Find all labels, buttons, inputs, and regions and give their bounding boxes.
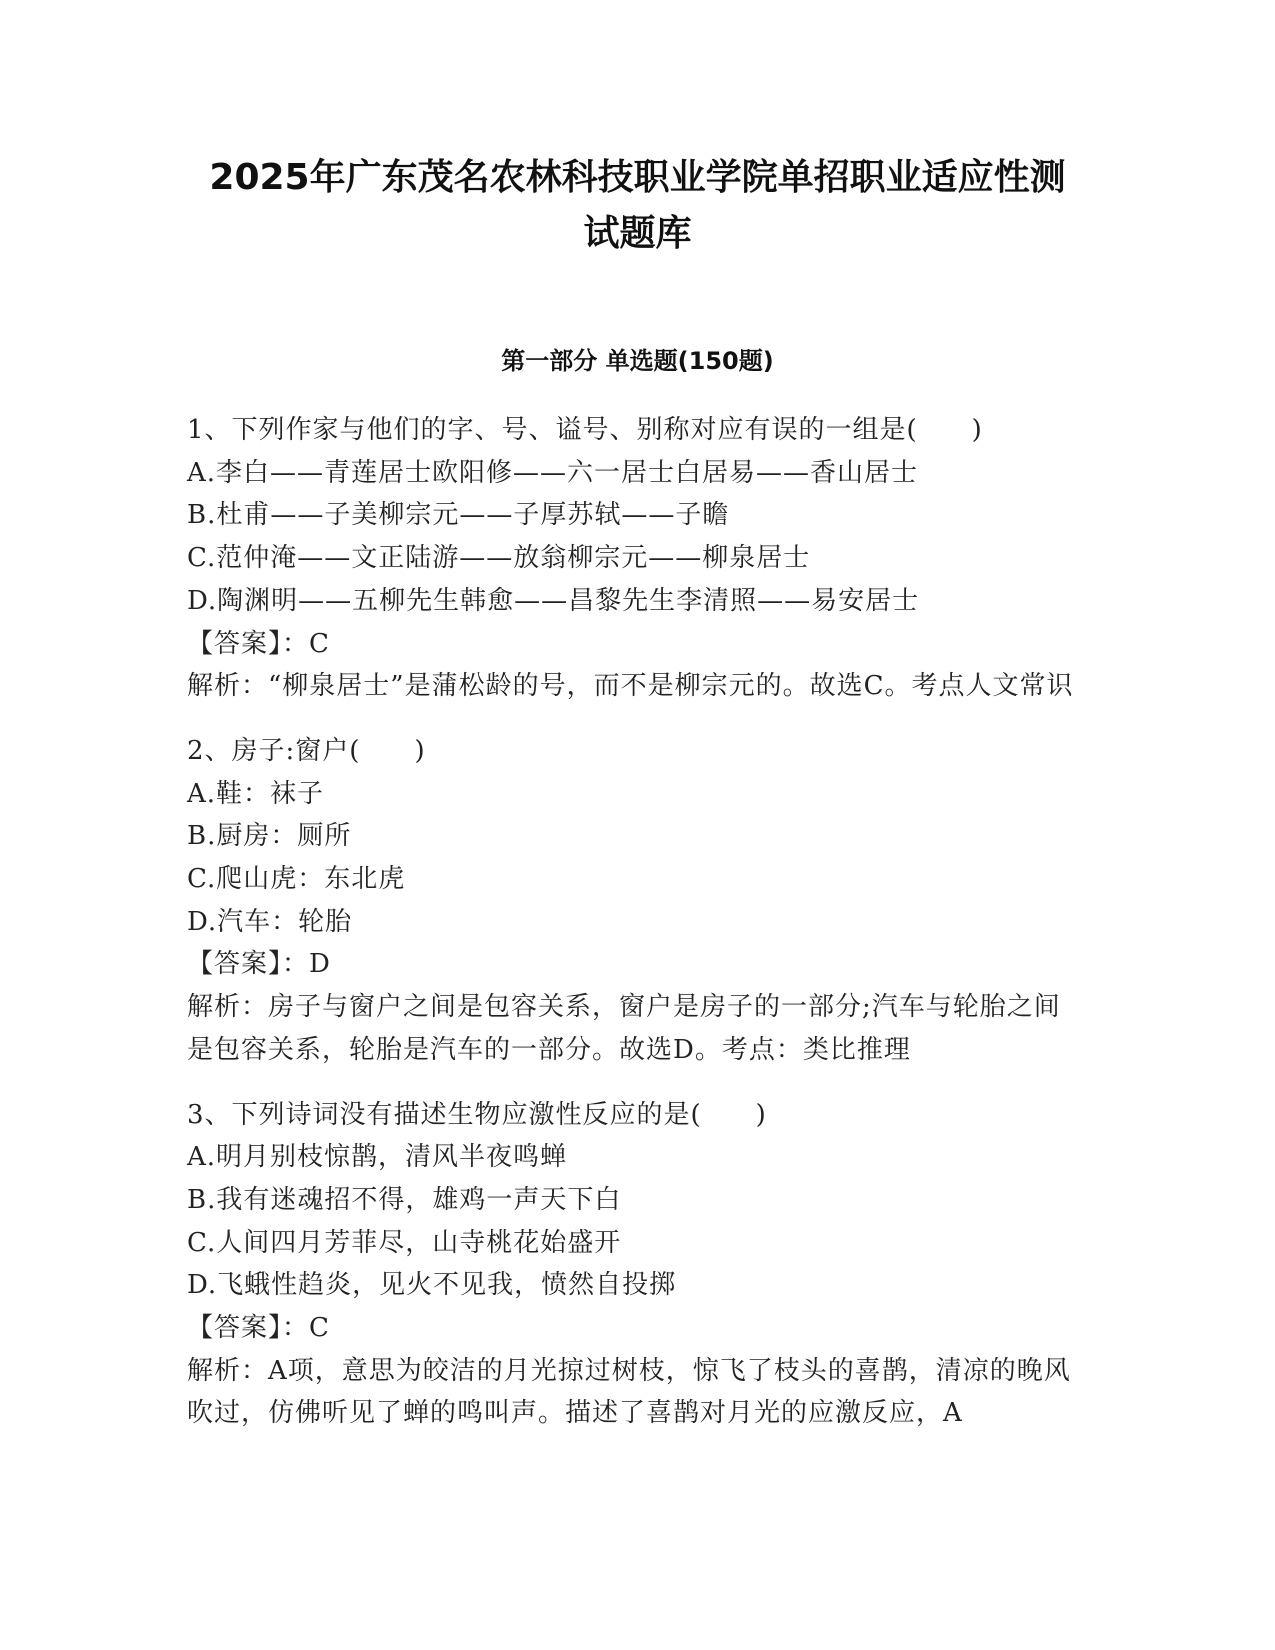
option-c: C.爬山虎：东北虎 xyxy=(187,864,406,895)
section-heading: 第一部分 单选题(150题) xyxy=(501,347,774,375)
question-1 xyxy=(187,409,1087,708)
question-3 xyxy=(187,1094,1087,1436)
answer: 【答案】：C xyxy=(187,1313,330,1344)
option-c: C.范仲淹——文正陆游——放翁柳宗元——柳泉居士 xyxy=(187,543,811,574)
option-d: D.汽车：轮胎 xyxy=(187,906,353,937)
option-a: A.李白——青莲居士欧阳修——六一居士白居易——香山居士 xyxy=(187,457,919,488)
option-b: B.杜甫——子美柳宗元——子厚苏轼——子瞻 xyxy=(187,500,730,531)
option-b: B.厨房：厕所 xyxy=(187,821,352,852)
question-stem: 2、房子:窗户( ) xyxy=(187,735,426,766)
answer: 【答案】：C xyxy=(187,628,330,659)
title-line-2: 试题库 xyxy=(583,213,692,254)
question-stem: 1、下列作家与他们的字、号、谥号、别称对应有误的一组是( ) xyxy=(187,415,983,445)
analysis: 解析：A项，意思为皎洁的月光掠过树枝，惊飞了枝头的喜鹊，清凉的晚风吹过，仿佛听见了蝉的鸣叫声。描述了喜鹊对月光的应激反应，A xyxy=(187,1355,1071,1429)
option-a: A.鞋：袜子 xyxy=(187,778,325,809)
analysis: 解析：“柳泉居士”是蒲松龄的号，而不是柳宗元的。故选C。考点人文常识 xyxy=(187,671,1074,702)
option-b: B.我有迷魂招不得，雄鸡一声天下白 xyxy=(187,1184,622,1215)
question-2 xyxy=(187,730,1087,1072)
analysis: 解析：房子与窗户之间是包容关系，窗户是房子的一部分;汽车与轮胎之间是包容关系，轮胎是汽车的一部分。故选D。考点：类比推理 xyxy=(187,992,1061,1065)
option-c: C.人间四月芳菲尽，山寺桃花始盛开 xyxy=(187,1227,622,1258)
question-stem: 3、下列诗词没有描述生物应激性反应的是( ) xyxy=(187,1099,767,1130)
document-title xyxy=(180,150,1095,262)
option-d: D.陶渊明——五柳先生韩愈——昌黎先生李清照——易安居士 xyxy=(187,585,920,616)
question-list xyxy=(187,409,1087,1457)
option-a: A.明月别枝惊鹊，清风半夜鸣蝉 xyxy=(187,1142,568,1173)
answer: 【答案】：D xyxy=(187,949,331,980)
option-d: D.飞蛾性趋炎，见火不见我，愤然自投掷 xyxy=(187,1270,677,1301)
title-line-1: 2025年广东茂名农林科技职业学院单招职业适应性测 xyxy=(209,157,1066,198)
